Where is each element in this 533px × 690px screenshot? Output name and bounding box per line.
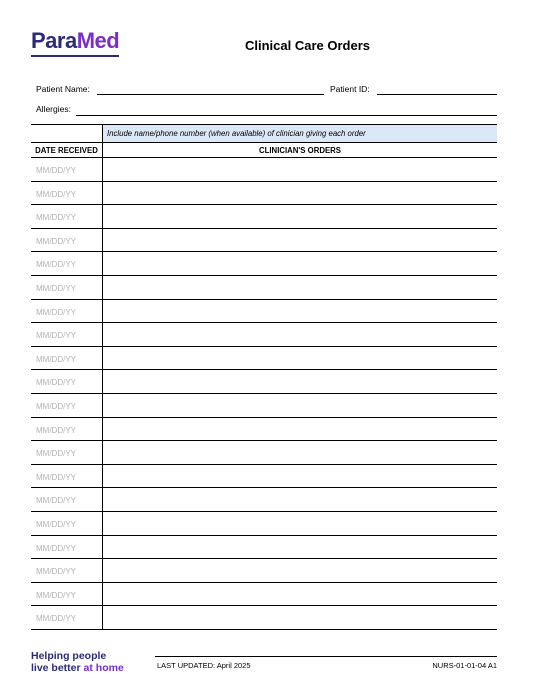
footer-divider	[155, 656, 497, 657]
logo-para: Para	[31, 28, 77, 53]
logo-underline	[31, 55, 119, 57]
instruction-row	[31, 124, 497, 142]
table-row	[31, 229, 497, 253]
patient-id-field[interactable]	[377, 94, 497, 95]
order-cell[interactable]	[102, 229, 497, 252]
order-cell[interactable]	[102, 583, 497, 606]
instruction-text: Include name/phone number (when available) of clinician giving each order	[102, 125, 497, 142]
table-row	[31, 512, 497, 536]
order-cell[interactable]	[102, 158, 497, 181]
order-cell[interactable]	[102, 488, 497, 511]
table-row	[31, 158, 497, 182]
table-row	[31, 276, 497, 300]
table-body	[31, 158, 497, 630]
order-cell[interactable]	[102, 347, 497, 370]
order-cell[interactable]	[102, 559, 497, 582]
table-row	[31, 559, 497, 583]
date-cell[interactable]: MM/DD/YY	[36, 519, 76, 529]
date-received-header: DATE RECEIVED	[35, 146, 98, 155]
order-cell[interactable]	[102, 465, 497, 488]
order-cell[interactable]	[102, 536, 497, 559]
tagline-line2	[31, 662, 124, 674]
date-cell[interactable]: MM/DD/YY	[36, 543, 76, 553]
table-row	[31, 252, 497, 276]
patient-name-field[interactable]	[97, 94, 324, 95]
tagline-line2-start: live better	[31, 662, 84, 674]
table-row	[31, 536, 497, 560]
page-title: Clinical Care Orders	[245, 38, 370, 53]
order-cell[interactable]	[102, 418, 497, 441]
allergies-label: Allergies:	[36, 104, 71, 114]
logo-med: Med	[76, 28, 120, 53]
table-row	[31, 347, 497, 371]
order-cell[interactable]	[102, 300, 497, 323]
tagline-line1: Helping people	[31, 650, 107, 662]
date-cell[interactable]: MM/DD/YY	[36, 590, 76, 600]
order-cell[interactable]	[102, 441, 497, 464]
order-cell[interactable]	[102, 323, 497, 346]
table-row	[31, 323, 497, 347]
date-cell[interactable]: MM/DD/YY	[36, 614, 76, 624]
table-header	[31, 142, 497, 158]
orders-table	[31, 124, 497, 630]
order-cell[interactable]	[102, 512, 497, 535]
table-row	[31, 488, 497, 512]
date-cell[interactable]: MM/DD/YY	[36, 425, 76, 435]
table-row	[31, 441, 497, 465]
date-cell[interactable]: MM/DD/YY	[36, 496, 76, 506]
table-row	[31, 300, 497, 324]
table-row	[31, 606, 497, 630]
order-cell[interactable]	[102, 276, 497, 299]
table-row	[31, 394, 497, 418]
date-cell[interactable]: MM/DD/YY	[36, 401, 76, 411]
date-cell[interactable]: MM/DD/YY	[36, 213, 76, 223]
clinicians-orders-header: CLINICIAN'S ORDERS	[102, 143, 497, 157]
tagline	[31, 650, 124, 674]
order-cell[interactable]	[102, 370, 497, 393]
date-cell[interactable]: MM/DD/YY	[36, 567, 76, 577]
date-cell[interactable]: MM/DD/YY	[36, 189, 76, 199]
table-row	[31, 583, 497, 607]
order-cell[interactable]	[102, 606, 497, 629]
allergies-field[interactable]	[76, 115, 497, 116]
date-cell[interactable]: MM/DD/YY	[36, 378, 76, 388]
table-row	[31, 182, 497, 206]
patient-name-label: Patient Name:	[36, 84, 90, 94]
table-row	[31, 370, 497, 394]
date-cell[interactable]: MM/DD/YY	[36, 472, 76, 482]
date-cell[interactable]: MM/DD/YY	[36, 354, 76, 364]
tagline-line2-accent: at home	[83, 662, 124, 674]
order-cell[interactable]	[102, 394, 497, 417]
order-cell[interactable]	[102, 205, 497, 228]
date-cell[interactable]: MM/DD/YY	[36, 166, 76, 175]
patient-id-label: Patient ID:	[330, 84, 370, 94]
form-code: NURS-01-01-04 A1	[432, 661, 497, 670]
date-cell[interactable]: MM/DD/YY	[36, 260, 76, 270]
table-row	[31, 465, 497, 489]
date-cell[interactable]: MM/DD/YY	[36, 331, 76, 341]
date-cell[interactable]: MM/DD/YY	[36, 449, 76, 459]
table-row	[31, 418, 497, 442]
order-cell[interactable]	[102, 182, 497, 205]
date-cell[interactable]: MM/DD/YY	[36, 236, 76, 246]
last-updated: LAST UPDATED: April 2025	[157, 661, 251, 670]
instruction-spacer	[31, 125, 102, 142]
order-cell[interactable]	[102, 252, 497, 275]
date-cell[interactable]: MM/DD/YY	[36, 307, 76, 317]
table-row	[31, 205, 497, 229]
date-cell[interactable]: MM/DD/YY	[36, 283, 76, 293]
